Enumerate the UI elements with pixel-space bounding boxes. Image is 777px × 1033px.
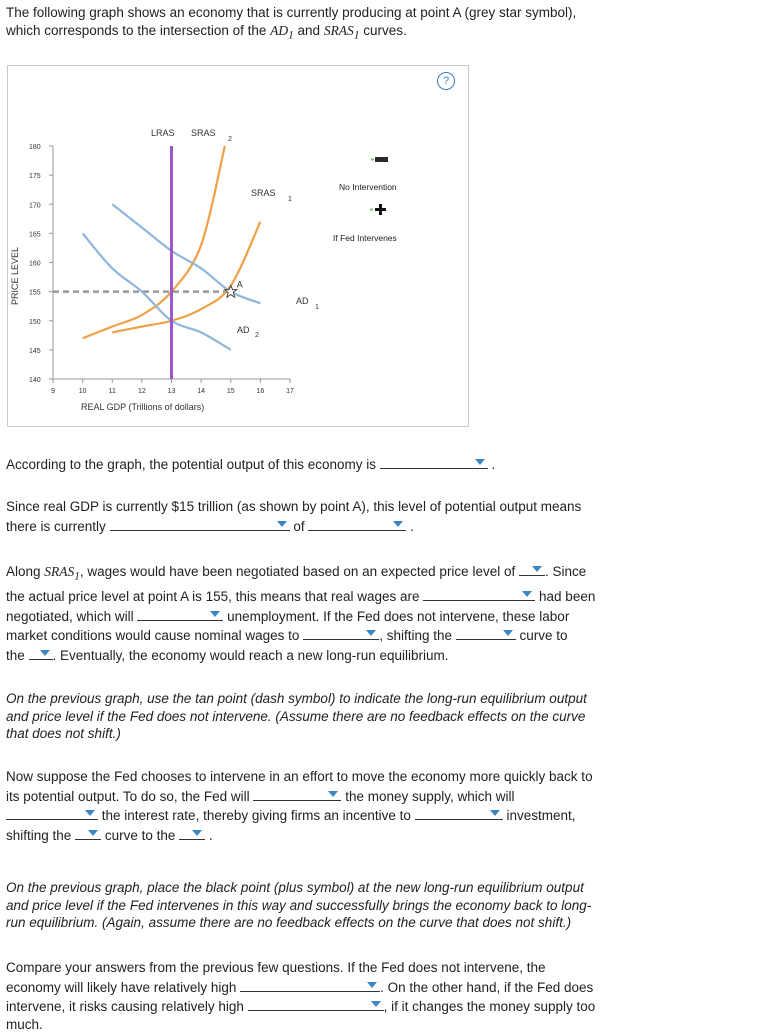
q4-line1: Now suppose the Fed chooses to intervene in an effort to move the economy more quickly back to <box>6 769 593 784</box>
tan-dash-tool[interactable] <box>371 157 388 162</box>
fed-shift-direction-dropdown[interactable] <box>179 825 205 840</box>
sras1-term: $SRAS_1$ <box>323 22 360 42</box>
x-axis-label: REAL GDP (Trillions of dollars) <box>81 402 205 412</box>
expected-price-dropdown[interactable] <box>519 561 545 576</box>
q2-line2-a: there is currently <box>6 518 106 534</box>
q4-b-post: the money supply, which will <box>345 788 515 804</box>
q2-line1: Since real GDP is currently $15 trillion (as shown by point A), this level of potential output means <box>6 499 582 514</box>
q3-b: the actual price level at point A is 155, this means that real wages are <box>6 589 420 605</box>
chevron-down-icon <box>367 982 377 988</box>
q3-d-pre: market conditions would cause nominal wages to <box>6 628 300 644</box>
intervention-risk-dropdown[interactable] <box>248 996 384 1011</box>
instruction1-line2: and price level if the Fed does not intervene. (Assume there are no feedback effects on the curve <box>6 708 586 724</box>
shift-direction-dropdown[interactable] <box>29 645 53 660</box>
q4-b-pre: its potential output. To do so, the Fed will <box>6 788 250 804</box>
nominal-wages-dropdown[interactable] <box>303 625 379 640</box>
q5-b-pre: economy will likely have relatively high <box>6 979 237 995</box>
sras1-subscript: 1 <box>288 196 292 203</box>
instruction1-line1: On the previous graph, use the tan point (dash symbol) to indicate the long-run equilibrium output <box>6 691 587 706</box>
chevron-down-icon <box>328 791 338 797</box>
q4-d-mid: curve to the <box>104 827 176 843</box>
y-tick-label: 165 <box>29 231 41 239</box>
chevron-down-icon <box>277 521 287 527</box>
unemployment-effect-dropdown[interactable] <box>137 606 223 621</box>
chevron-down-icon <box>503 630 513 636</box>
gap-type-dropdown[interactable] <box>110 516 290 531</box>
point-a-star[interactable] <box>225 286 237 298</box>
y-axis-label: PRICE LEVEL <box>10 246 20 306</box>
intro-line1: The following graph shows an economy that is currently producing at point A (grey star symbol), <box>6 5 577 20</box>
chevron-down-icon <box>85 810 95 816</box>
q3-since: . Since <box>544 564 587 579</box>
question-compare <box>6 959 671 1033</box>
q3-a-post: , wages would have been negotiated based on an expected price level of <box>79 564 516 579</box>
q3-had-been: had been <box>539 589 596 605</box>
q5-c-pre: intervene, it risks causing relatively high <box>6 999 244 1015</box>
chevron-down-icon <box>192 830 202 836</box>
curve-shifted-dropdown[interactable] <box>75 825 101 840</box>
no-intervention-risk-dropdown[interactable] <box>240 977 380 992</box>
q4-end: . <box>208 827 213 843</box>
sras1-term-q3: $SRAS_1$ <box>44 564 80 583</box>
q2-of: of <box>293 518 305 534</box>
q3-d-mid: , shifting the <box>379 628 452 644</box>
interest-rate-dropdown[interactable] <box>6 805 98 820</box>
sras1-curve[interactable] <box>112 222 260 333</box>
chevron-down-icon <box>371 1001 381 1007</box>
q3-d-post: curve to <box>519 628 568 644</box>
instruction-black-point <box>6 879 671 932</box>
y-tick-label: 180 <box>29 144 41 151</box>
x-tick-label: 14 <box>197 388 206 395</box>
x-tick-label: 10 <box>78 388 87 395</box>
x-tick-label: 11 <box>108 388 116 395</box>
q3-a-pre: Along <box>6 564 45 579</box>
q5-line1: Compare your answers from the previous few questions. If the Fed does not intervene, the <box>6 960 546 975</box>
chevron-down-icon <box>88 830 98 836</box>
q4-d-pre: shifting the <box>6 827 72 843</box>
ad2-label: AD <box>237 325 250 335</box>
x-tick-label: 17 <box>286 388 294 395</box>
ad1-term: $AD_1$ <box>270 22 294 42</box>
legend-fed-intervenes: If Fed Intervenes <box>333 233 397 243</box>
q3-c-post: unemployment. If the Fed does not intervene, these labor <box>227 608 570 624</box>
y-tick-label: 160 <box>29 260 41 268</box>
y-tick-label: 140 <box>29 377 41 384</box>
point-a-label: A <box>236 279 243 290</box>
q1-end: . <box>491 457 496 472</box>
chevron-down-icon <box>490 810 500 816</box>
question-fed-intervene <box>6 768 671 844</box>
y-tick-label: 150 <box>29 318 41 326</box>
chevron-down-icon <box>522 591 532 597</box>
x-tick-label: 15 <box>226 388 235 395</box>
shifting-curve-dropdown[interactable] <box>456 625 516 640</box>
intro-line2-a: which corresponds to the intersection of the <box>6 22 271 38</box>
q2-end: . <box>410 518 414 534</box>
q4-c-post: investment, <box>506 808 576 824</box>
help-icon[interactable]: ? <box>437 72 455 90</box>
legend-no-intervention: No Intervention <box>339 182 397 192</box>
y-tick-label: 145 <box>29 347 41 355</box>
chevron-down-icon <box>475 459 485 465</box>
intro-line2-b: curves. <box>359 22 407 38</box>
chevron-down-icon <box>532 566 542 572</box>
chevron-down-icon <box>40 650 50 656</box>
x-tick-label: 12 <box>137 388 146 395</box>
question-wages <box>6 561 668 665</box>
q5-d: much. <box>6 1016 43 1032</box>
money-supply-dropdown[interactable] <box>253 786 341 801</box>
q5-c-post: , if it changes the money supply too <box>383 999 596 1015</box>
sras2-curve[interactable] <box>83 146 225 338</box>
instruction2-line1: On the previous graph, place the black point (plus symbol) at the new long-run equilibrium output <box>6 880 584 895</box>
sras2-label: SRAS <box>191 128 216 138</box>
sras1-label: SRAS <box>251 188 276 198</box>
black-plus-tool[interactable] <box>370 204 386 215</box>
x-tick-label: 13 <box>167 388 176 395</box>
y-tick-label: 175 <box>29 173 41 181</box>
question-potential-output <box>6 454 671 474</box>
instruction2-line2: and price level if the Fed intervenes in this way and successfully brings the economy back to long- <box>6 897 592 913</box>
investment-dropdown[interactable] <box>415 805 503 820</box>
ad2-subscript: 2 <box>255 332 259 339</box>
real-wages-dropdown[interactable] <box>423 586 535 601</box>
graph-panel <box>7 65 469 427</box>
question-gap <box>6 498 671 535</box>
y-tick-label: 170 <box>29 202 41 210</box>
graph-svg[interactable] <box>8 66 468 426</box>
q4-c-mid: the interest rate, thereby giving firms an incentive to <box>101 808 411 824</box>
q3-e-pre: the <box>6 648 25 664</box>
chevron-down-icon <box>210 611 220 617</box>
q5-b-post: . On the other hand, if the Fed does <box>380 979 594 995</box>
gap-size-dropdown[interactable] <box>308 516 406 531</box>
sras2-subscript: 2 <box>228 136 232 143</box>
q3-c-pre: negotiated, which will <box>6 608 134 624</box>
ad1-label: AD <box>296 296 309 306</box>
chevron-down-icon <box>393 521 403 527</box>
intro-text <box>6 4 671 45</box>
potential-output-dropdown[interactable] <box>380 454 488 469</box>
x-tick-label: 16 <box>256 388 265 395</box>
q3-e-post: . Eventually, the economy would reach a new long-run equilibrium. <box>52 648 449 664</box>
instruction2-line3: run equilibrium. (Again, assume there are no feedback effects on the curve that does not shift.) <box>6 915 572 931</box>
y-tick-label: 155 <box>29 289 41 297</box>
chevron-down-icon <box>366 630 376 636</box>
instruction1-line3: that does not shift.) <box>6 726 121 742</box>
instruction-tan-point <box>6 690 671 743</box>
lras-label: LRAS <box>151 128 175 138</box>
x-tick-label: 9 <box>51 388 55 395</box>
ad1-subscript: 1 <box>315 304 319 311</box>
q1-text: According to the graph, the potential output of this economy is <box>6 457 376 472</box>
intro-and: and <box>293 22 324 38</box>
